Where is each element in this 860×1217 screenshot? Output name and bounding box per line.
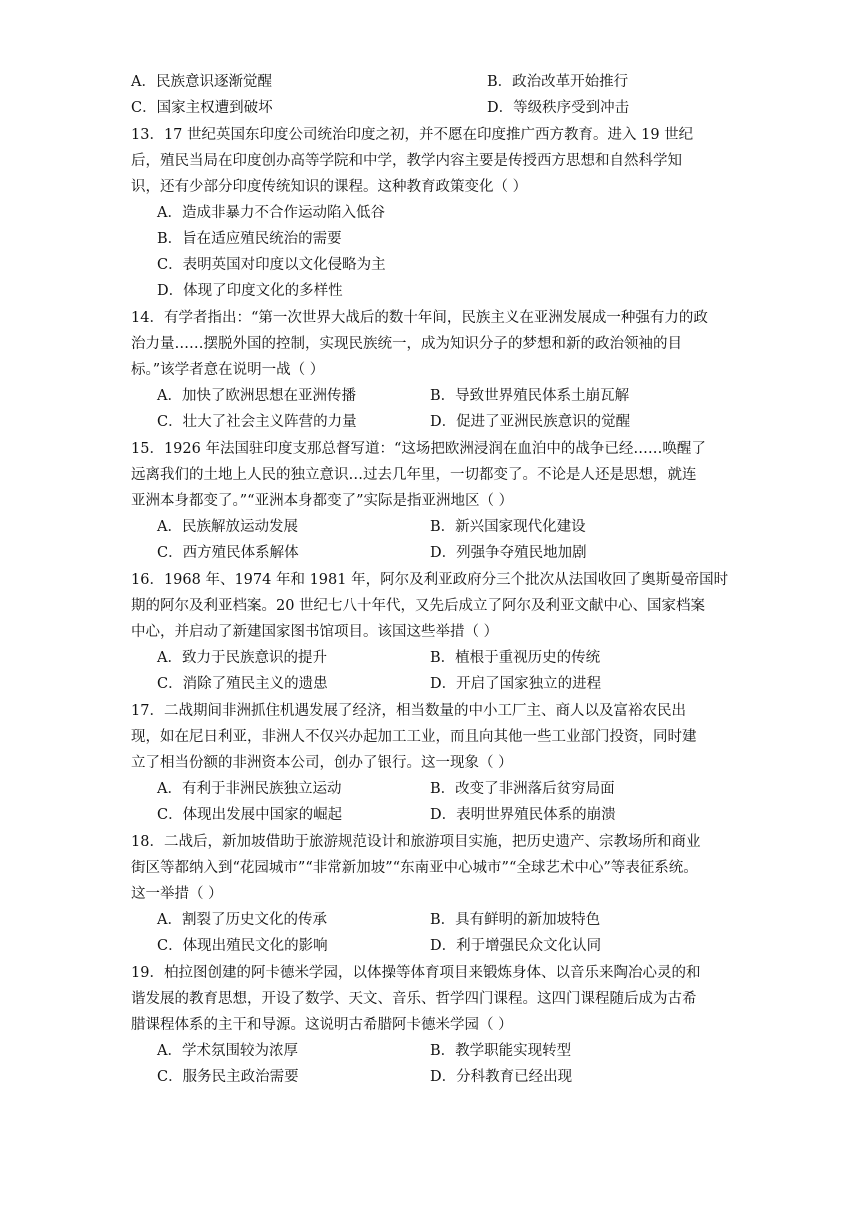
question-stem-line: 期的阿尔及利亚档案。20 世纪七八十年代，又先后成立了阿尔及利亚文献中心、国家档案 — [131, 598, 706, 614]
question-stem-line: 15．1926 年法国驻印度支那总督写道：“这场把欧洲浸润在血泊中的战争已经……唤醒了 — [131, 441, 706, 457]
option-a: A．割裂了历史文化的传承 — [157, 912, 327, 928]
question-stem-line: 18．二战后，新加坡借助于旅游规范设计和旅游项目实施，把历史遗产、宗教场所和商业 — [131, 834, 701, 850]
question-stem-line: 治力量……摆脱外国的控制，实现民族统一，成为知识分子的梦想和新的政治领袖的目 — [131, 336, 682, 352]
question-stem-line: 后，殖民当局在印度创办高等学院和中学，教学内容主要是传授西方思想和自然科学知 — [131, 153, 682, 169]
option-b: B．植根于重视历史的传统 — [430, 650, 601, 666]
question-stem-line: 13．17 世纪英国东印度公司统治印度之初，并不愿在印度推广西方教育。进入 19 世纪 — [131, 127, 694, 143]
option-a: A．致力于民族意识的提升 — [157, 650, 327, 666]
option-a: A．学术氛围较为浓厚 — [157, 1043, 298, 1059]
option-d: D．列强争夺殖民地加剧 — [430, 545, 587, 561]
option-c: C．表明英国对印度以文化侵略为主 — [157, 257, 386, 273]
question-stem-line: 谐发展的教育思想，开设了数学、天文、音乐、哲学四门课程。这四门课程随后成为古希 — [131, 991, 697, 1007]
option-b: B．新兴国家现代化建设 — [430, 519, 586, 535]
question-stem-line: 17．二战期间非洲抓住机遇发展了经济，相当数量的中小工厂主、商人以及富裕农民出 — [131, 703, 686, 719]
option-c: C．西方殖民体系解体 — [157, 545, 299, 561]
option-d: D．开启了国家独立的进程 — [430, 676, 602, 692]
option-d: D．等级秩序受到冲击 — [487, 100, 630, 116]
question-stem-line: 现，如在尼日利亚，非洲人不仅兴办起加工工业，而且向其他一些工业部门投资，同时建 — [131, 729, 697, 745]
option-c: C．体现出发展中国家的崛起 — [157, 807, 343, 823]
option-d: D．体现了印度文化的多样性 — [157, 283, 343, 299]
question-stem-line: 立了相当份额的非洲资本公司，创办了银行。这一现象（ ） — [131, 755, 513, 771]
option-d: D．促进了亚洲民族意识的觉醒 — [430, 414, 631, 430]
question-stem-line: 识，还有少部分印度传统知识的课程。这种教育政策变化（ ） — [131, 179, 528, 195]
question-stem-line: 腊课程体系的主干和导源。这说明古希腊阿卡德米学园（ ） — [131, 1017, 513, 1033]
question-stem-line: 19．柏拉图创建的阿卡德米学园，以体操等体育项目来锻炼身体、以音乐来陶冶心灵的和 — [131, 965, 701, 981]
option-b: B．具有鲜明的新加坡特色 — [430, 912, 601, 928]
question-stem-line: 14．有学者指出：“第一次世界大战后的数十年间，民族主义在亚洲发展成一种强有力的政 — [131, 310, 708, 326]
question-stem-line: 中心，并启动了新建国家图书馆项目。该国这些举措（ ） — [131, 624, 499, 640]
question-stem-line: 16．1968 年、1974 年和 1981 年，阿尔及利亚政府分三个批次从法国收回了奥斯曼帝国时 — [131, 572, 729, 588]
option-c: C．服务民主政治需要 — [157, 1069, 299, 1085]
option-b: B．教学职能实现转型 — [430, 1043, 572, 1059]
option-d: D．分科教育已经出现 — [430, 1069, 573, 1085]
question-stem-line: 标。”该学者意在说明一战（ ） — [131, 362, 325, 378]
question-stem-line: 亚洲本身都变了。”“亚洲本身都变了”实际是指亚洲地区（ ） — [131, 493, 514, 509]
option-b: B．改变了非洲落后贫穷局面 — [430, 781, 615, 797]
option-a: A．民族意识逐渐觉醒 — [131, 74, 272, 90]
question-stem-line: 街区等都纳入到“花园城市”“非常新加坡”“东南亚中心城市”“全球艺术中心”等表征系统。 — [131, 860, 698, 876]
option-c: C．国家主权遭到破坏 — [131, 100, 273, 116]
option-a: A．民族解放运动发展 — [157, 519, 298, 535]
question-stem-line: 这一举措（ ） — [131, 886, 223, 902]
option-a: A．加快了欧洲思想在亚洲传播 — [157, 388, 356, 404]
option-b: B．导致世界殖民体系土崩瓦解 — [430, 388, 630, 404]
option-d: D．表明世界殖民体系的崩溃 — [430, 807, 616, 823]
option-a: A．有利于非洲民族独立运动 — [157, 781, 342, 797]
option-a: A．造成非暴力不合作运动陷入低谷 — [157, 205, 385, 221]
option-c: C．壮大了社会主义阵营的力量 — [157, 414, 357, 430]
option-b: B．政治改革开始推行 — [487, 74, 629, 90]
question-stem-line: 远离我们的土地上人民的独立意识…过去几年里，一切都变了。不论是人还是思想，就连 — [131, 467, 697, 483]
option-c: C．消除了殖民主义的遗患 — [157, 676, 328, 692]
option-b: B．旨在适应殖民统治的需要 — [157, 231, 342, 247]
option-d: D．利于增强民众文化认同 — [430, 938, 602, 954]
option-c: C．体现出殖民文化的影响 — [157, 938, 328, 954]
